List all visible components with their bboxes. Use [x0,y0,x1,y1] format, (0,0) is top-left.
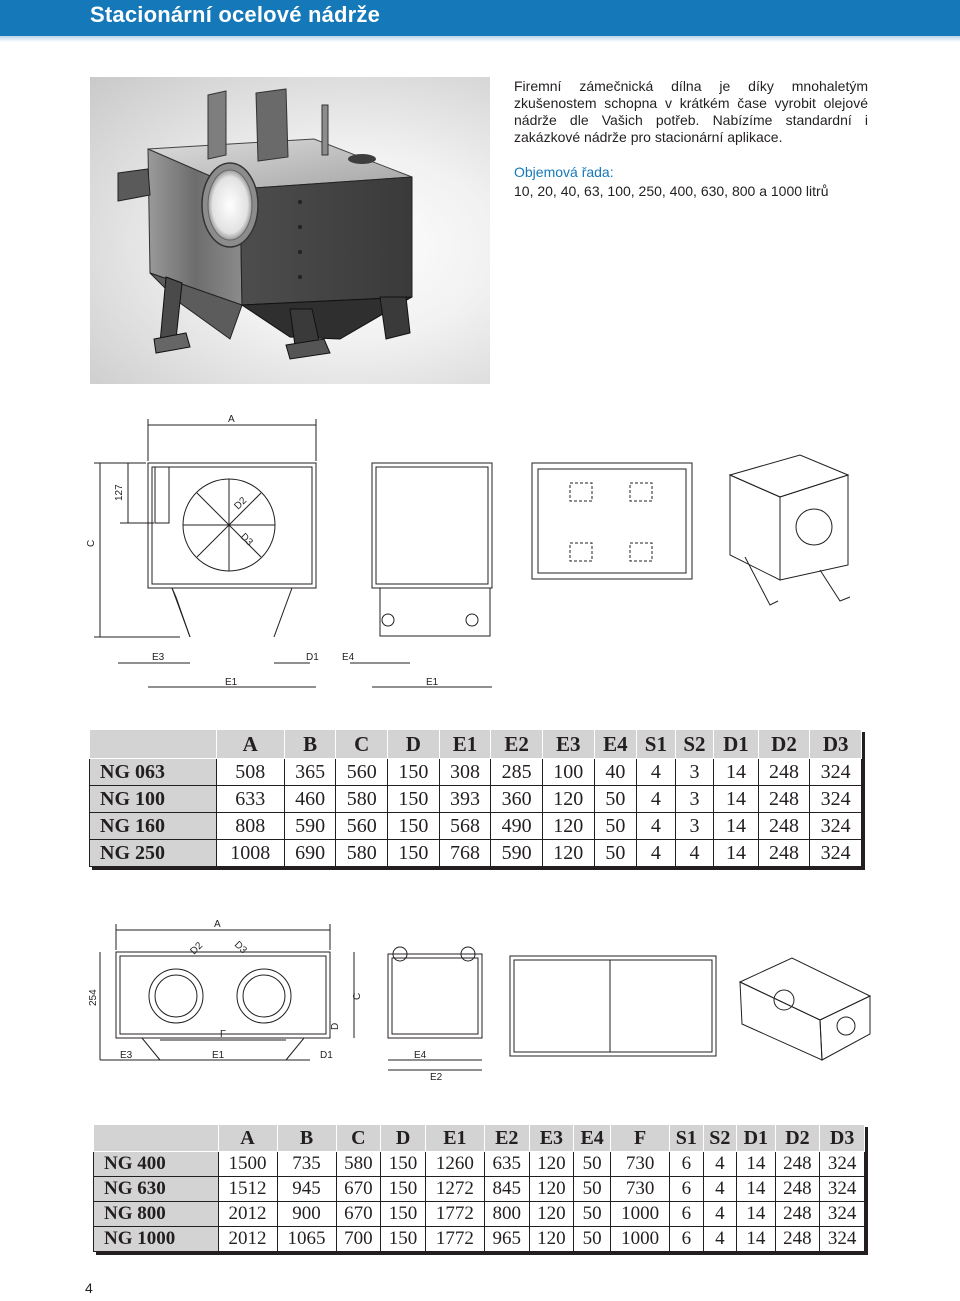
header-cell: F [611,1125,670,1152]
value-cell: 700 [336,1227,381,1252]
value-cell: 324 [810,786,862,813]
value-cell: 6 [670,1227,703,1252]
value-cell: 690 [284,840,336,867]
tank-photo-illustration [90,77,490,384]
value-cell: 248 [758,759,810,786]
value-cell: 120 [529,1177,574,1202]
header-cell: S2 [675,730,714,759]
model-cell: NG 630 [94,1177,219,1202]
value-cell: 3 [675,813,714,840]
header-cell: B [284,730,336,759]
value-cell: 568 [439,813,491,840]
value-cell: 635 [484,1152,529,1177]
value-cell: 50 [594,786,636,813]
dim-e4: E4 [414,1050,427,1061]
model-cell: NG 100 [90,786,217,813]
value-cell: 248 [758,813,810,840]
dim-d2: D2 [232,495,250,513]
value-cell: 50 [574,1202,611,1227]
header-cell: D1 [737,1125,776,1152]
value-cell: 6 [670,1177,703,1202]
value-cell: 50 [574,1177,611,1202]
value-cell: 2012 [218,1227,277,1252]
header-cell: E1 [425,1125,484,1152]
value-cell: 580 [336,1152,381,1177]
value-cell: 100 [542,759,594,786]
dim-e3: E3 [120,1050,133,1061]
value-cell: 120 [542,813,594,840]
model-cell: NG 063 [90,759,217,786]
value-cell: 324 [810,840,862,867]
volume-range-values: 10, 20, 40, 63, 100, 250, 400, 630, 800 a 1000 litrů [514,183,829,199]
dim-d: D [330,1022,341,1030]
header-band [0,0,960,36]
header-cell: D [388,730,440,759]
tank-photo [90,77,490,384]
value-cell: 508 [216,759,284,786]
value-cell: 670 [336,1202,381,1227]
value-cell: 560 [336,759,388,786]
value-cell: 150 [381,1227,426,1252]
dim-c: C [352,992,363,1000]
value-cell: 2012 [218,1202,277,1227]
value-cell: 6 [670,1202,703,1227]
value-cell: 670 [336,1177,381,1202]
value-cell: 590 [491,840,543,867]
dim-a: A [228,414,235,425]
value-cell: 324 [810,759,862,786]
value-cell: 1065 [277,1227,336,1252]
model-cell: NG 1000 [94,1227,219,1252]
value-cell: 324 [820,1152,865,1177]
value-cell: 14 [737,1202,776,1227]
value-cell: 1000 [611,1202,670,1227]
header-cell: E2 [491,730,543,759]
value-cell: 14 [737,1227,776,1252]
value-cell: 248 [775,1202,820,1227]
volume-range-heading: Objemová řada: [514,164,614,180]
table-header-row [90,730,862,759]
header-cell: S2 [703,1125,736,1152]
dim-c: C [86,539,97,547]
header-cell: E1 [439,730,491,759]
value-cell: 248 [758,786,810,813]
value-cell: 633 [216,786,284,813]
value-cell: 14 [714,786,758,813]
dim-d1: D1 [320,1050,333,1061]
value-cell: 150 [388,840,440,867]
value-cell: 285 [491,759,543,786]
header-cell: E4 [574,1125,611,1152]
dim-254: 254 [88,989,99,1006]
header-cell: E3 [529,1125,574,1152]
spec-table-small [89,729,862,867]
value-cell: 50 [594,813,636,840]
value-cell: 1272 [425,1177,484,1202]
intro-paragraph: Firemní zámečnická dílna je díky mnohaletým zkušenostem schopna v krátkém čase vyrobit olejové nádrže dle Vašich potřeb. Nabízíme standardní i zakázkové nádrže pro stacionární aplikace. [514,78,868,145]
value-cell: 460 [284,786,336,813]
dim-e3: E3 [152,652,165,663]
value-cell: 150 [381,1152,426,1177]
value-cell: 393 [439,786,491,813]
header-cell: D3 [810,730,862,759]
value-cell: 50 [594,840,636,867]
table-header-row [94,1125,865,1152]
page-number: 4 [85,1280,93,1296]
header-corner [90,730,217,759]
value-cell: 50 [574,1152,611,1177]
header-cell: S1 [670,1125,703,1152]
value-cell: 490 [491,813,543,840]
value-cell: 808 [216,813,284,840]
value-cell: 768 [439,840,491,867]
value-cell: 14 [737,1152,776,1177]
value-cell: 360 [491,786,543,813]
value-cell: 248 [775,1227,820,1252]
value-cell: 14 [714,840,758,867]
header-corner [94,1125,219,1152]
value-cell: 324 [810,813,862,840]
model-cell: NG 250 [90,840,217,867]
dim-d1: D1 [306,652,319,663]
value-cell: 150 [381,1177,426,1202]
model-cell: NG 400 [94,1152,219,1177]
dim-d3: D3 [237,531,255,549]
value-cell: 4 [637,813,676,840]
header-shadow [0,36,960,42]
header-cell: D1 [714,730,758,759]
header-cell: D [381,1125,426,1152]
value-cell: 3 [675,786,714,813]
value-cell: 4 [637,840,676,867]
value-cell: 730 [611,1177,670,1202]
table-row [90,786,862,813]
value-cell: 1772 [425,1202,484,1227]
dim-127: 127 [114,484,125,501]
model-cell: NG 800 [94,1202,219,1227]
header-cell: D2 [758,730,810,759]
header-cell: D3 [820,1125,865,1152]
value-cell: 1008 [216,840,284,867]
model-cell: NG 160 [90,813,217,840]
header-cell: E3 [542,730,594,759]
value-cell: 365 [284,759,336,786]
value-cell: 4 [703,1227,736,1252]
value-cell: 1772 [425,1227,484,1252]
value-cell: 1512 [218,1177,277,1202]
value-cell: 40 [594,759,636,786]
value-cell: 4 [675,840,714,867]
dim-a: A [214,919,221,930]
table-row [94,1177,865,1202]
value-cell: 14 [714,813,758,840]
table-row [90,840,862,867]
value-cell: 1260 [425,1152,484,1177]
table-row [94,1227,865,1252]
table-row [90,813,862,840]
spec-table-large [93,1124,865,1252]
dim-e4: E4 [342,652,355,663]
value-cell: 580 [336,786,388,813]
dim-d2: D2 [188,940,206,958]
value-cell: 324 [820,1177,865,1202]
value-cell: 580 [336,840,388,867]
dim-e1-front: E1 [225,677,238,688]
header-cell: S1 [637,730,676,759]
value-cell: 4 [637,786,676,813]
value-cell: 1000 [611,1227,670,1252]
value-cell: 900 [277,1202,336,1227]
header-cell: A [218,1125,277,1152]
value-cell: 150 [388,759,440,786]
value-cell: 4 [637,759,676,786]
dim-e2: E2 [430,1072,443,1083]
value-cell: 6 [670,1152,703,1177]
value-cell: 248 [775,1152,820,1177]
header-cell: D2 [775,1125,820,1152]
value-cell: 120 [529,1227,574,1252]
value-cell: 248 [775,1177,820,1202]
header-cell: B [277,1125,336,1152]
value-cell: 324 [820,1202,865,1227]
header-cell: C [336,730,388,759]
value-cell: 50 [574,1227,611,1252]
header-cell: E4 [594,730,636,759]
value-cell: 965 [484,1227,529,1252]
value-cell: 120 [529,1202,574,1227]
technical-drawing-small-tanks [80,405,880,695]
value-cell: 324 [820,1227,865,1252]
value-cell: 800 [484,1202,529,1227]
value-cell: 150 [381,1202,426,1227]
page-title: Stacionární ocelové nádrže [90,2,381,27]
dim-e1-side: E1 [426,677,439,688]
header-cell: C [336,1125,381,1152]
value-cell: 120 [542,786,594,813]
value-cell: 120 [542,840,594,867]
technical-drawing-large-tanks [80,910,880,1085]
value-cell: 3 [675,759,714,786]
value-cell: 945 [277,1177,336,1202]
value-cell: 120 [529,1152,574,1177]
value-cell: 4 [703,1152,736,1177]
value-cell: 1500 [218,1152,277,1177]
value-cell: 735 [277,1152,336,1177]
header-cell: A [216,730,284,759]
value-cell: 150 [388,786,440,813]
value-cell: 4 [703,1202,736,1227]
value-cell: 560 [336,813,388,840]
value-cell: 14 [737,1177,776,1202]
value-cell: 590 [284,813,336,840]
dim-d3: D3 [231,939,249,957]
value-cell: 308 [439,759,491,786]
header-cell: E2 [484,1125,529,1152]
value-cell: 14 [714,759,758,786]
dim-f: F [220,1029,227,1040]
table-row [94,1202,865,1227]
dim-e1: E1 [212,1050,225,1061]
value-cell: 4 [703,1177,736,1202]
value-cell: 150 [388,813,440,840]
value-cell: 730 [611,1152,670,1177]
table-row [90,759,862,786]
table-row [94,1152,865,1177]
value-cell: 845 [484,1177,529,1202]
value-cell: 248 [758,840,810,867]
